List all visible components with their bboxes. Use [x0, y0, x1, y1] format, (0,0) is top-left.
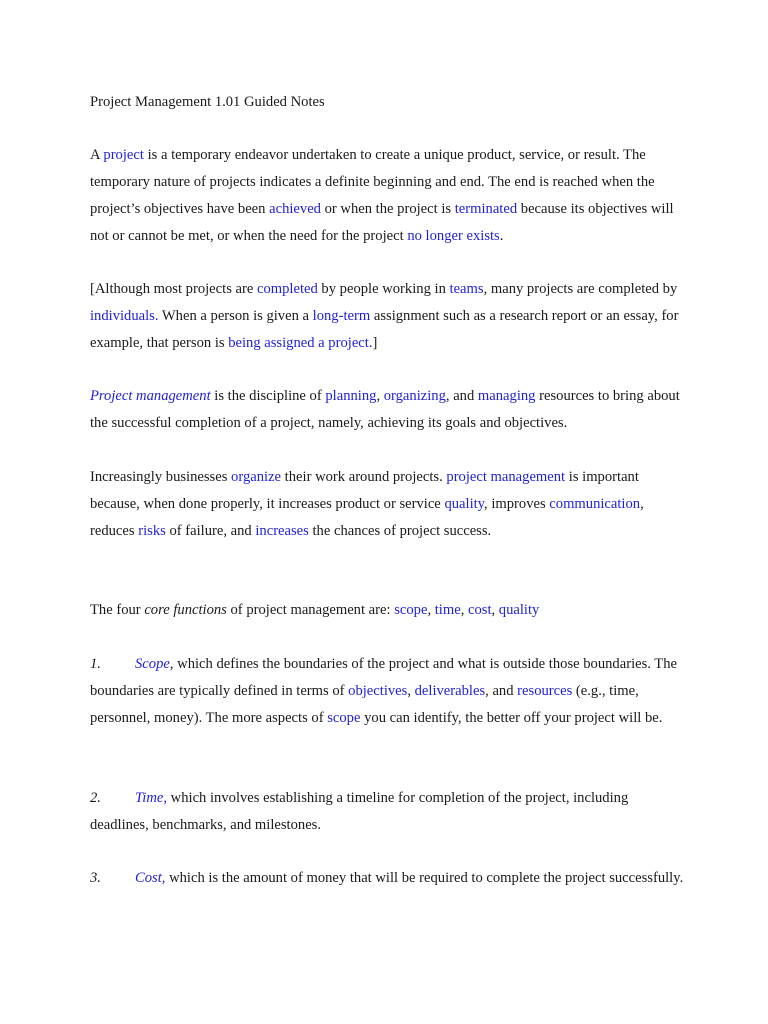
text-run: resources to bring about the successful completion of a project, namely, achieving its goals and objectives.	[90, 388, 680, 431]
text-run: (e.g., time, personnel, money). The more aspects of	[90, 683, 639, 726]
text-run: , which defines the boundaries of the project and what is outside those boundaries. The boundaries are typically defined in terms of	[90, 656, 677, 699]
text-run: which involves establishing a timeline for completion of the project, including deadlines, benchmarks, and milestones.	[90, 790, 629, 833]
text-run: of failure, and	[165, 523, 256, 539]
paragraph-individual-projects	[90, 276, 690, 357]
text-run: ]	[372, 335, 378, 351]
text-run: ,	[491, 602, 499, 618]
highlighted-term: planning	[325, 388, 377, 404]
list-item-text	[90, 790, 628, 833]
text-run: of project management are:	[226, 602, 395, 618]
highlighted-term: Scope	[135, 656, 170, 672]
list-item-cost	[90, 865, 690, 892]
list-item-scope	[90, 651, 690, 732]
paragraph-project-definition	[90, 142, 690, 250]
paragraph-importance	[90, 464, 690, 545]
highlighted-term: scope	[394, 602, 428, 618]
highlighted-term: no longer exists	[407, 228, 500, 244]
text-run: is important because, when done properly, it increases product or service	[90, 469, 639, 512]
text-run: Increasingly businesses	[90, 469, 232, 485]
text-run: , and	[485, 683, 518, 699]
text-run: When a person is given a	[158, 308, 313, 324]
highlighted-term: terminated	[454, 201, 518, 217]
text-run: , and	[445, 388, 478, 404]
text-run: is a temporary endeavor undertaken to create a unique product, service, or result. The temporary nature of projects indicates a definite beginning and end. The end is reached when the project’s objectives have been	[90, 147, 655, 217]
highlighted-term: cost	[467, 602, 492, 618]
text-run: because its objectives will not or cannot be met, or when the need for the project	[90, 201, 674, 244]
text-run: The four	[90, 602, 145, 618]
text-run: their work around projects.	[281, 469, 447, 485]
highlighted-term: project management	[446, 469, 566, 485]
highlighted-term: teams	[449, 281, 484, 297]
highlighted-term: time	[434, 602, 461, 618]
highlighted-term: organize	[231, 469, 282, 485]
highlighted-term: Cost,	[135, 870, 166, 886]
highlighted-term: managing	[477, 388, 536, 404]
text-run: ,	[376, 388, 384, 404]
highlighted-term: achieved	[269, 201, 321, 217]
text-run: by people working in	[317, 281, 450, 297]
list-number: 2.	[90, 790, 101, 806]
highlighted-term: long-term	[312, 308, 371, 324]
text-run: , reduces	[90, 496, 644, 539]
highlighted-term: Project management	[90, 388, 211, 404]
highlighted-term: Time,	[135, 790, 168, 806]
text-run: A	[90, 147, 104, 163]
highlighted-term: resources	[517, 683, 573, 699]
text-run: , improves	[484, 496, 550, 512]
list-number: 1.	[90, 656, 101, 672]
highlighted-term: scope	[327, 710, 361, 726]
list-item-time	[90, 785, 690, 839]
text-run: core functions	[144, 602, 227, 618]
paragraph-project-management-definition	[90, 383, 690, 437]
paragraph-core-functions	[90, 597, 690, 624]
text-run: , many projects are completed by	[483, 281, 678, 297]
list-number: 3.	[90, 870, 101, 886]
highlighted-term: being assigned a project.	[228, 335, 373, 351]
highlighted-term: completed	[256, 281, 318, 297]
text-run: is the discipline of	[210, 388, 326, 404]
document-title: Project Management 1.01 Guided Notes	[90, 94, 325, 110]
highlighted-term: communication	[549, 496, 641, 512]
text-run: ,	[407, 683, 415, 699]
text-run: which is the amount of money that will be required to complete the project successfully.	[165, 870, 684, 886]
text-run: .	[499, 228, 504, 244]
text-run: ,	[460, 602, 468, 618]
text-run: the chances of project success.	[308, 523, 492, 539]
text-run: or when the project is	[320, 201, 455, 217]
text-run: [Although most projects are	[90, 281, 257, 297]
highlighted-term: risks	[138, 523, 166, 539]
highlighted-term: increases	[255, 523, 309, 539]
text-run: ,	[427, 602, 435, 618]
text-run: you can identify, the better off your project will be.	[360, 710, 663, 726]
highlighted-term: quality	[498, 602, 540, 618]
highlighted-term: deliverables	[414, 683, 486, 699]
highlighted-term: objectives	[348, 683, 408, 699]
highlighted-term: project	[103, 147, 144, 163]
highlighted-term: quality	[444, 496, 485, 512]
highlighted-term: individuals.	[90, 308, 159, 324]
highlighted-term: organizing	[383, 388, 446, 404]
list-item-text	[90, 656, 677, 726]
list-item-text	[135, 870, 683, 886]
text-run: assignment such as a research report or an essay, for example, that person is	[90, 308, 679, 351]
